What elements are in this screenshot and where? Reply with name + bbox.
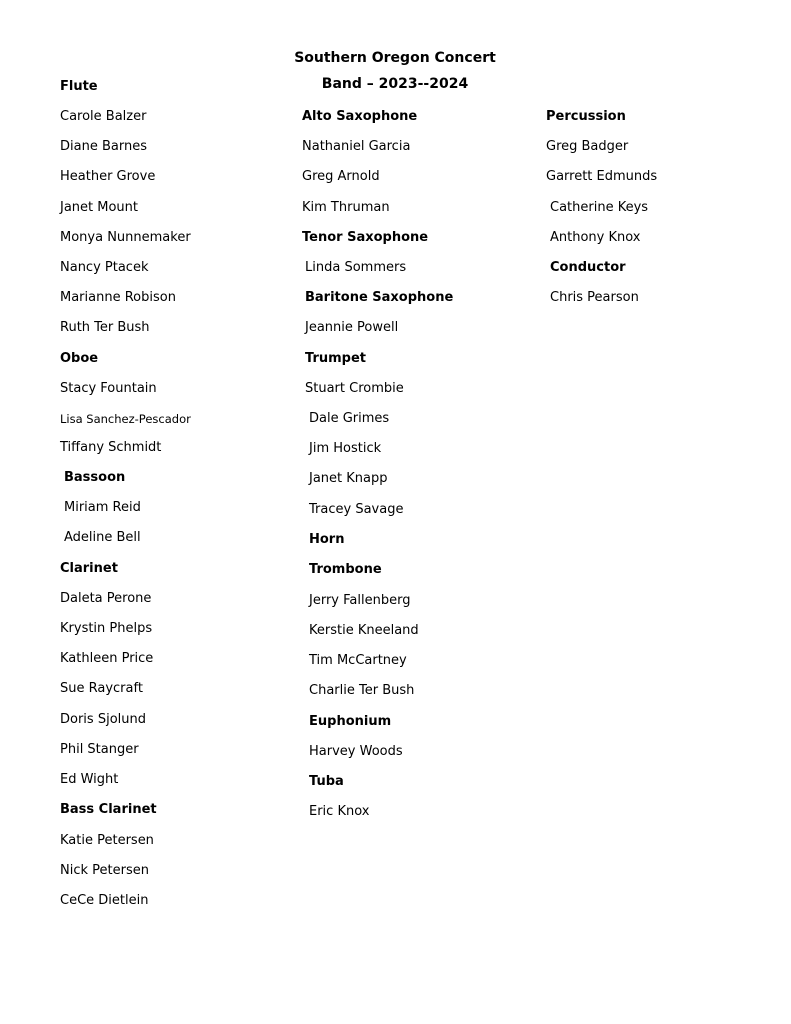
member-name: Doris Sjolund [60, 712, 146, 727]
member-name: Carole Balzer [60, 109, 147, 124]
member-name: Nathaniel Garcia [302, 139, 411, 154]
member-name: Marianne Robison [60, 290, 176, 305]
section-heading: Conductor [550, 260, 626, 275]
title-line-1: Southern Oregon Concert [294, 50, 496, 66]
section-heading: Euphonium [309, 714, 392, 729]
member-name: Greg Badger [546, 139, 629, 154]
member-name: Katie Petersen [60, 833, 154, 848]
member-name: Eric Knox [309, 804, 370, 819]
member-name: Heather Grove [60, 169, 156, 184]
member-name: Jim Hostick [309, 441, 382, 456]
member-name: Krystin Phelps [60, 621, 153, 636]
section-heading: Trumpet [305, 351, 366, 366]
member-name: Nancy Ptacek [60, 260, 149, 275]
member-name: Tiffany Schmidt [60, 440, 162, 455]
member-name: Ed Wight [60, 772, 119, 787]
section-heading: Tuba [309, 774, 344, 789]
section-heading: Bassoon [64, 470, 126, 485]
member-name: Nick Petersen [60, 863, 149, 878]
member-name: Jeannie Powell [305, 320, 399, 335]
section-heading: Alto Saxophone [302, 109, 418, 124]
member-name: Dale Grimes [309, 411, 390, 426]
member-name: Anthony Knox [550, 230, 641, 245]
member-name: CeCe Dietlein [60, 893, 149, 908]
member-name: Jerry Fallenberg [309, 593, 411, 608]
member-name: Stacy Fountain [60, 381, 157, 396]
member-name: Lisa Sanchez-Pescador [60, 412, 191, 426]
member-name: Janet Mount [60, 200, 139, 215]
member-name: Phil Stanger [60, 742, 139, 757]
section-heading: Percussion [546, 109, 626, 124]
member-name: Charlie Ter Bush [309, 683, 415, 698]
member-name: Catherine Keys [550, 200, 649, 215]
member-name: Kim Thruman [302, 200, 390, 215]
member-name: Sue Raycraft [60, 681, 143, 696]
section-heading: Bass Clarinet [60, 802, 157, 817]
member-name: Chris Pearson [550, 290, 639, 305]
member-name: Miriam Reid [64, 500, 141, 515]
member-name: Adeline Bell [64, 530, 141, 545]
member-name: Ruth Ter Bush [60, 320, 150, 335]
member-name: Kerstie Kneeland [309, 623, 419, 638]
member-name: Stuart Crombie [305, 381, 404, 396]
section-heading: Flute [60, 79, 98, 94]
section-heading: Trombone [309, 562, 382, 577]
section-heading: Oboe [60, 351, 99, 366]
member-name: Diane Barnes [60, 139, 147, 154]
member-name: Garrett Edmunds [546, 169, 658, 184]
member-name: Monya Nunnemaker [60, 230, 191, 245]
member-name: Harvey Woods [309, 744, 403, 759]
section-heading: Clarinet [60, 561, 118, 576]
member-name: Tracey Savage [309, 502, 404, 517]
member-name: Janet Knapp [309, 471, 388, 486]
section-heading: Tenor Saxophone [302, 230, 429, 245]
member-name: Linda Sommers [305, 260, 407, 275]
member-name: Tim McCartney [309, 653, 407, 668]
member-name: Daleta Perone [60, 591, 152, 606]
title-line-2: Band – 2023--2024 [321, 76, 469, 92]
section-heading: Baritone Saxophone [305, 290, 454, 305]
section-heading: Horn [309, 532, 345, 547]
member-name: Greg Arnold [302, 169, 380, 184]
member-name: Kathleen Price [60, 651, 154, 666]
